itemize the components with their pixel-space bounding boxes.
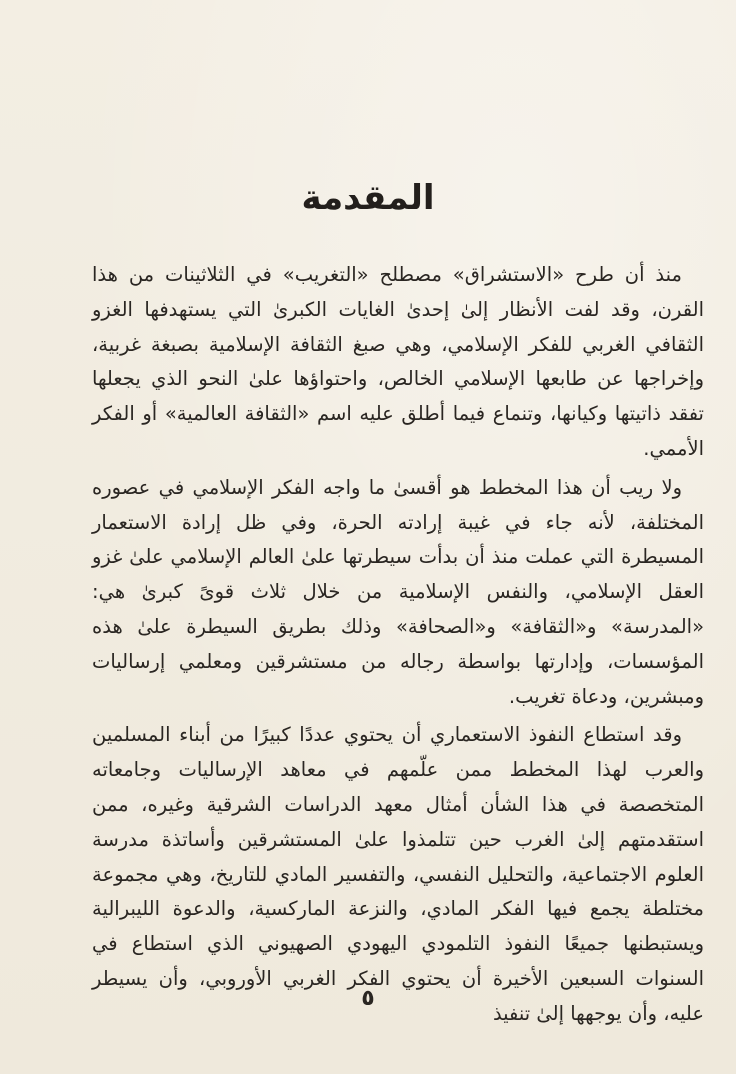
body-text bbox=[92, 258, 704, 1036]
paragraph-3: وقد استطاع النفوذ الاستعماري أن يحتوي عددًا كبيرًا من أبناء المسلمين والعرب لهذا المخطط ممن علّمهم في معاهد الإرساليات وجامعاته المتخصصة في هذا الشأن أمثال معهد الدراسات الشرقية وغيره، ممن استقدمتهم إلىٰ الغرب حين تتلمذوا علىٰ المستشرقين وأساتذة مدرسة العلوم الاجتماعية، والتحليل النفسي، والتفسير المادي للتاريخ، وهي مجموعة مختلطة يجمع فيها الفكر المادي، والنزعة الماركسية، والدعوة الليبرالية ويستبطنها جميعًا النفوذ التلمودي اليهودي الصهيوني الذي استطاع في السنوات السبعين الأخيرة أن يحتوي الفكر الغربي الأوروبي، وأن يسيطر عليه، وأن يوجهها إلىٰ تنفيذ bbox=[92, 723, 704, 1025]
page-number: ٥ bbox=[361, 986, 375, 1011]
paragraph-2: ولا ريب أن هذا المخطط هو أقسىٰ ما واجه الفكر الإسلامي في عصوره المختلفة، لأنه جاء في غيبة إرادته الحرة، وفي ظل إرادة الاستعمار المسيطرة التي عملت منذ أن بدأت سيطرتها علىٰ العالم الإسلامي علىٰ غزو العقل الإسلامي، والنفس الإسلامية من خلال ثلاث قوىً كبرىٰ هي: «المدرسة» و«الثقافة» و«الصحافة» وذلك بطريق السيطرة علىٰ هذه المؤسسات، وإدارتها بواسطة رجاله من مستشرقين ومعلمي إرساليات ومبشرين، ودعاة تغريب. bbox=[92, 475, 704, 708]
paragraph-1: منذ أن طرح «الاستشراق» مصطلح «التغريب» في الثلاثينات من هذا القرن، وقد لفت الأنظار إلىٰ إحدىٰ الغايات الكبرىٰ التي يستهدفها الغزو الثقافي الغربي للفكر الإسلامي، وهي صبغ الثقافة الإسلامية بصبغة غربية، وإخراجها عن طابعها الإسلامي الخالص، واحتواؤها علىٰ النحو الذي يجعلها تفقد ذاتيتها وكيانها، وتنماع فيما أطلق عليه اسم «الثقافة العالمية» أو الفكر الأممي. bbox=[92, 263, 704, 460]
page-title: المقدمة bbox=[301, 178, 435, 218]
